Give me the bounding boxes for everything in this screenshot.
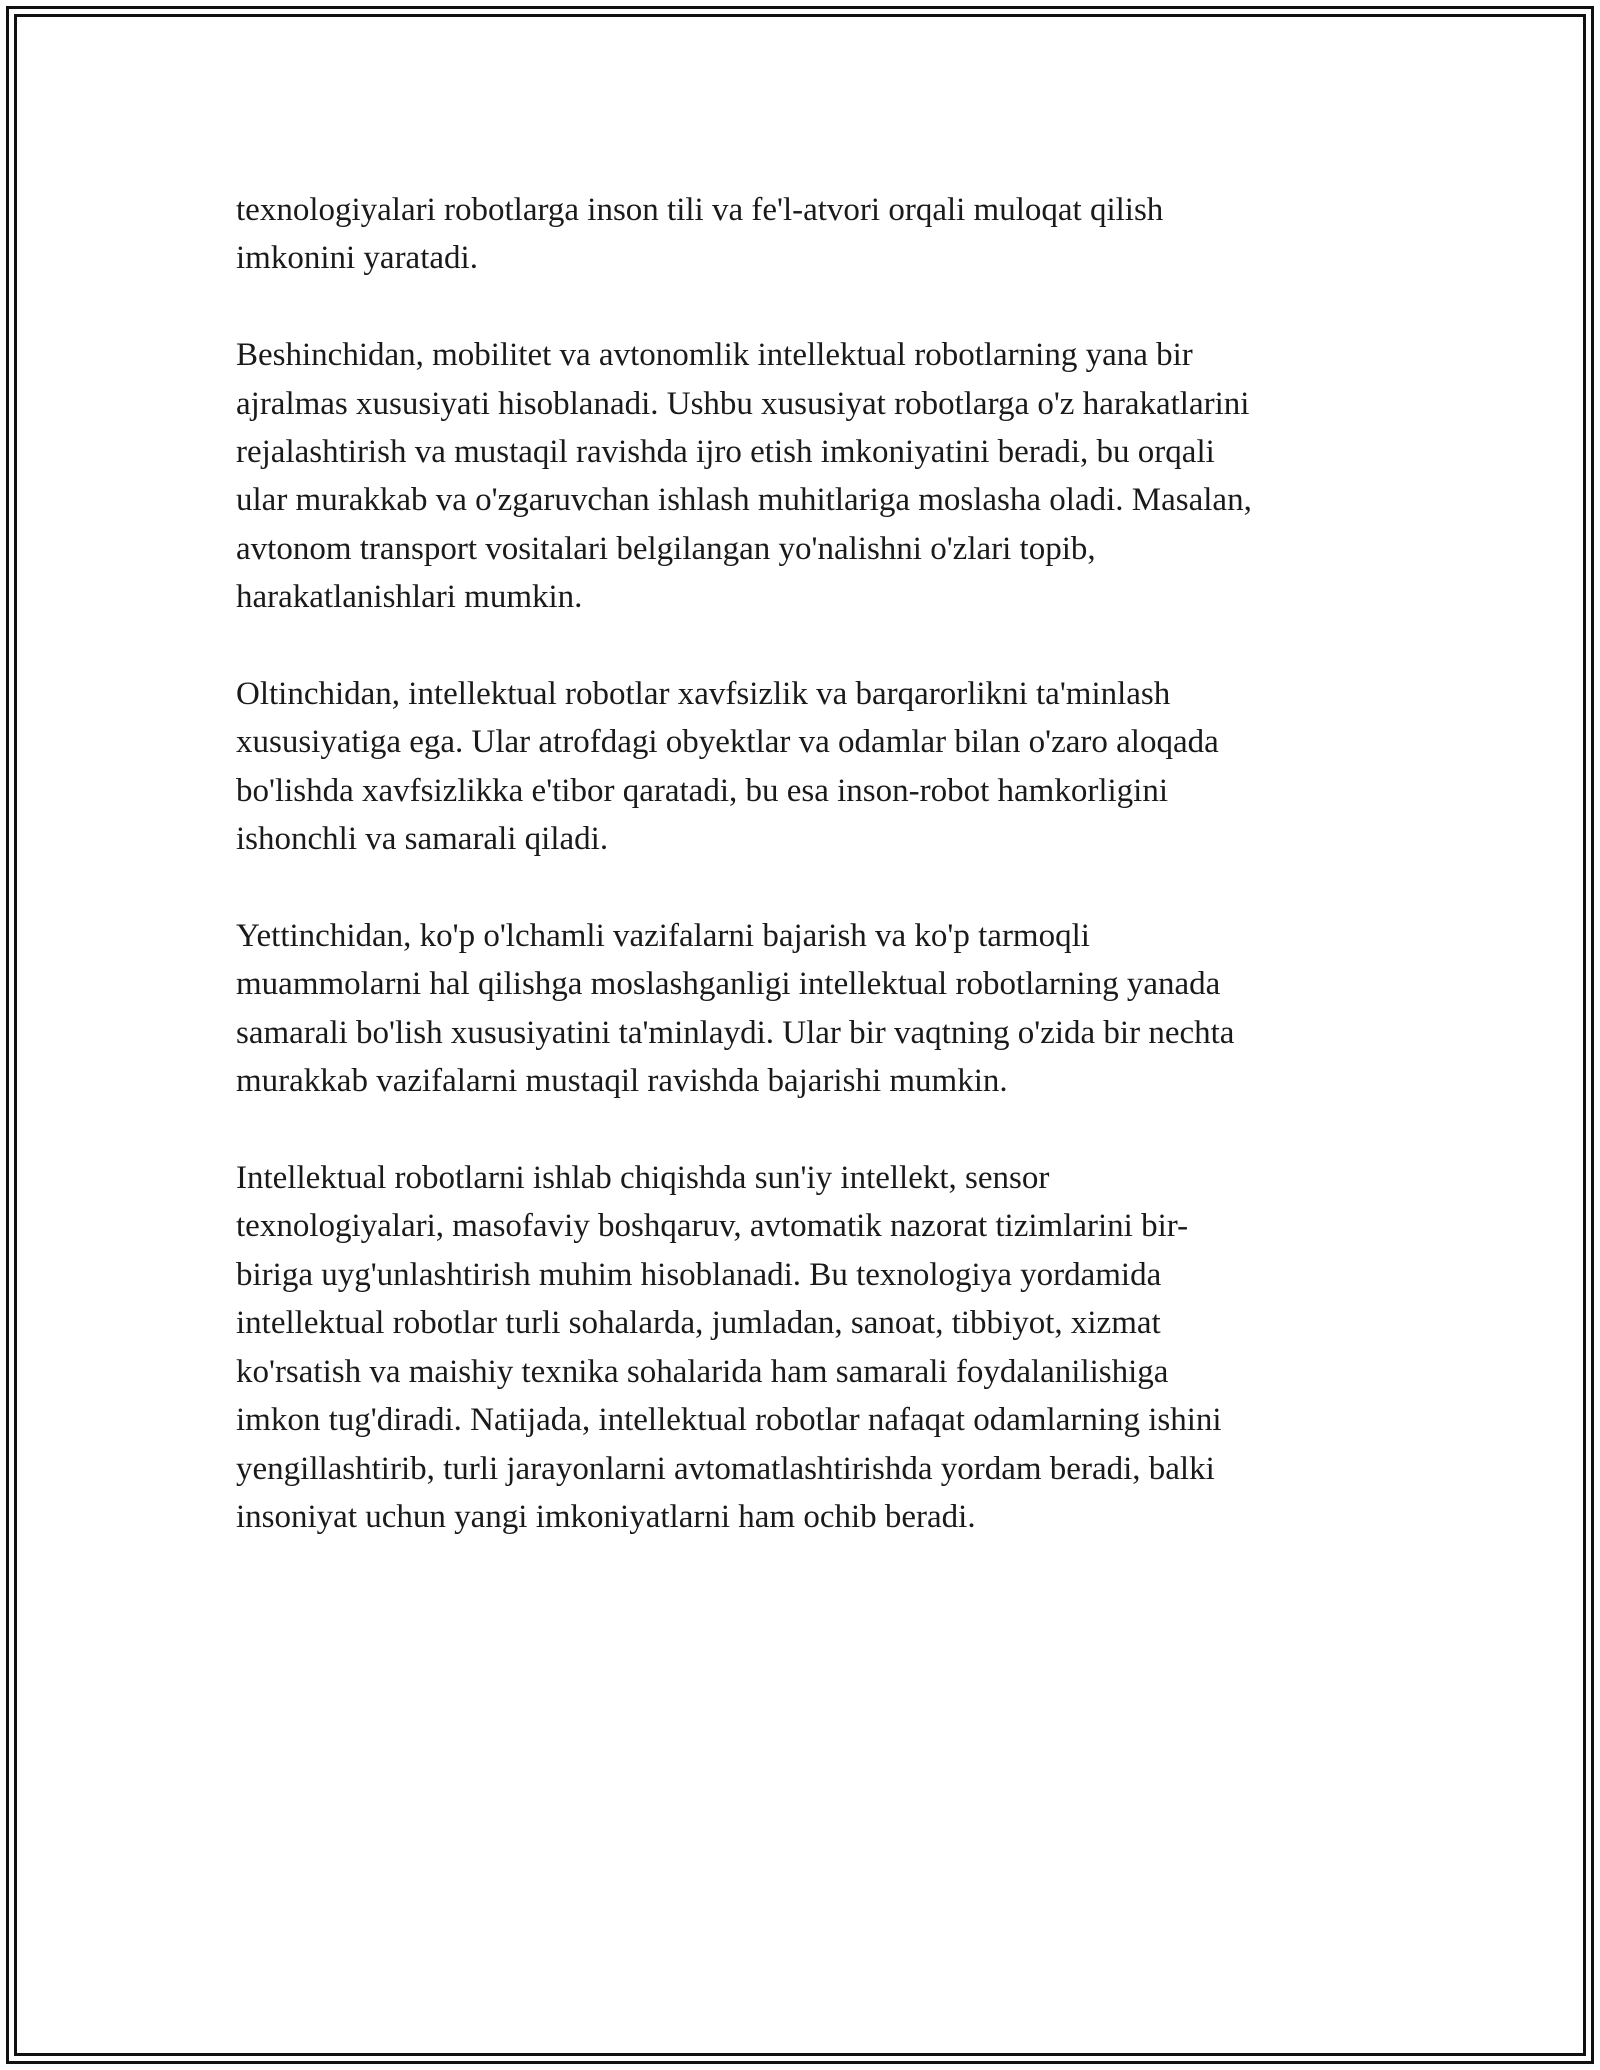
text-line: texnologiyalari, masofaviy boshqaruv, avtomatik nazorat tizimlarini bir- [236,1208,1189,1245]
paragraph-2 [236,331,1366,621]
text-line: biriga uyg'unlashtirish muhim hisoblanadi. Bu texnologiya yordamida [236,1256,1162,1293]
text-line: texnologiyalari robotlarga inson tili va fe'l-atvori orqali muloqat qilish [236,192,1164,228]
text-line: yengillashtirib, turli jarayonlarni avtomatlashtirishda yordam beradi, balki [236,1450,1215,1487]
text-line: ko'rsatish va maishiy texnika sohalarida ham samarali foydalanilishiga [236,1353,1169,1390]
text-line: Intellektual robotlarni ishlab chiqishda sun'iy intellekt, sensor [236,1160,1050,1197]
text-line: rejalashtirish va mustaqil ravishda ijro etish imkoniyatini beradi, bu orqali [236,434,1215,471]
text-line: ishonchli va samarali qiladi. [236,821,609,858]
paragraph-3 [236,670,1366,864]
text-line: ajralmas xususiyati hisoblanadi. Ushbu xususiyat robotlarga o'z harakatlarini [236,385,1250,422]
paragraph-1 [236,186,1366,283]
text-line: Beshinchidan, mobilitet va avtonomlik intellektual robotlarning yana bir [236,337,1193,374]
text-line: harakatlanishlari mumkin. [236,579,583,616]
text-line: intellektual robotlar turli sohalarda, jumladan, sanoat, tibbiyot, xizmat [236,1305,1161,1342]
text-line: insoniyat uchun yangi imkoniyatlarni ham ochib beradi. [236,1498,976,1535]
paragraph-5 [236,1154,1366,1541]
text-line: ular murakkab va o'zgaruvchan ishlash muhitlariga moslasha oladi. Masalan, [236,482,1252,519]
text-line: samarali bo'lish xususiyatini ta'minlaydi. Ular bir vaqtning o'zida bir nechta [236,1014,1235,1051]
text-line: Yettinchidan, ko'p o'lchamli vazifalarni bajarish va ko'p tarmoqli [236,918,1090,955]
text-line: murakkab vazifalarni mustaqil ravishda bajarishi mumkin. [236,1063,1008,1100]
paragraph-4 [236,912,1366,1106]
text-line: Oltinchidan, intellektual robotlar xavfsizlik va barqarorlikni ta'minlash [236,676,1171,713]
text-line: bo'lishda xavfsizlikka e'tibor qaratadi, bu esa inson-robot hamkorligini [236,772,1169,809]
text-line: imkonini yaratadi. [236,240,478,277]
text-line: muammolarni hal qilishga moslashganligi intellektual robotlarning yanada [236,966,1221,1003]
text-line: xususiyatiga ega. Ular atrofdagi obyektlar va odamlar bilan o'zaro aloqada [236,724,1219,761]
text-line: avtonom transport vositalari belgilangan yo'nalishni o'zlari topib, [236,530,1096,567]
document-body [236,186,1366,1590]
text-line: imkon tug'diradi. Natijada, intellektual robotlar nafaqat odamlarning ishini [236,1402,1222,1439]
